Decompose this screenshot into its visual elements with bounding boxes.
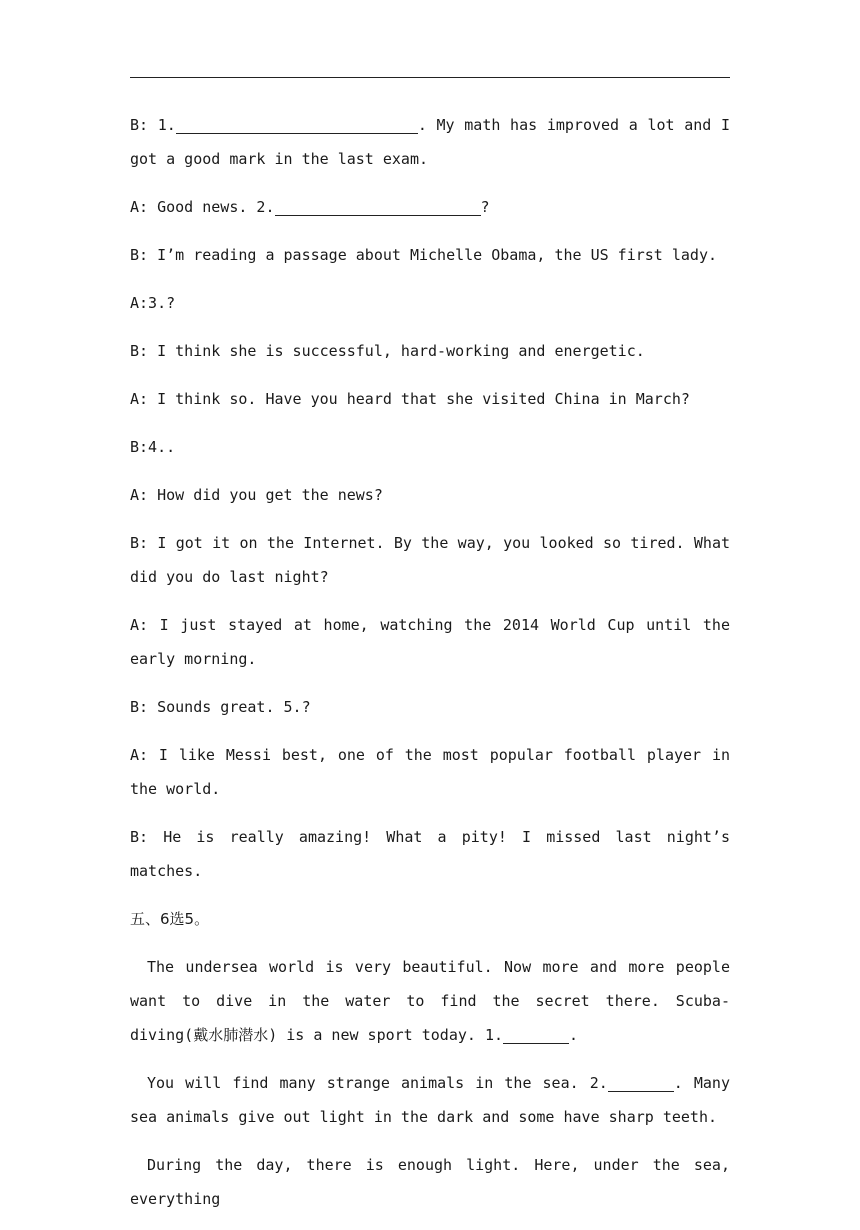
dialogue-line: B: I got it on the Internet. By the way, you looked so tired. What did you do last night? (130, 534, 740, 586)
dialogue-line: B: He is really amazing! What a pity! I missed last night’s matches. (130, 828, 740, 880)
answer-blank[interactable] (503, 1025, 569, 1044)
line-text: B: 1. (130, 116, 176, 134)
dialogue-line: B: I think she is successful, hard-working and energetic. (130, 342, 645, 360)
answer-blank[interactable] (176, 115, 418, 134)
passage-paragraph (130, 1066, 740, 1134)
paragraph-text: The undersea world is very beautiful. Now more and more people want to dive in the water to find the secret there. Scuba-diving(戴水肺潜水) is a new sport today. 1. (130, 958, 740, 1044)
line-text: . My math has improved a lot and I got a good mark in the last exam. (130, 116, 740, 168)
answer-blank[interactable] (275, 197, 481, 216)
dialogue-line: B: Sounds great. 5.? (130, 698, 311, 716)
dialogue-line: A: I think so. Have you heard that she visited China in March? (130, 390, 690, 408)
line-text: ? (480, 198, 490, 216)
dialogue-line: A: I like Messi best, one of the most popular football player in the world. (130, 746, 740, 798)
answer-blank[interactable] (608, 1073, 674, 1092)
dialogue-line (130, 108, 740, 176)
document-body (130, 108, 740, 1230)
header-rule (130, 77, 730, 78)
dialogue-line: B:4.. (130, 438, 176, 456)
dialogue-line: B: I’m reading a passage about Michelle Obama, the US first lady. (130, 246, 717, 264)
section-heading: 五、6选5。 (130, 910, 210, 928)
dialogue-line (130, 190, 730, 224)
paragraph-text: You will find many strange animals in the sea. 2. (147, 1074, 608, 1092)
line-text: A: Good news. 2. (130, 198, 275, 216)
paragraph-text: . Many sea animals give out light in the dark and some have sharp teeth. (130, 1074, 740, 1126)
dialogue-line: A:3.? (130, 294, 176, 312)
dialogue-line: A: How did you get the news? (130, 486, 383, 504)
paragraph-text: . (569, 1026, 579, 1044)
dialogue-line: A: I just stayed at home, watching the 2014 World Cup until the early morning. (130, 616, 740, 668)
passage-paragraph: During the day, there is enough light. Here, under the sea, everything (130, 1156, 740, 1208)
passage-paragraph (130, 950, 740, 1052)
